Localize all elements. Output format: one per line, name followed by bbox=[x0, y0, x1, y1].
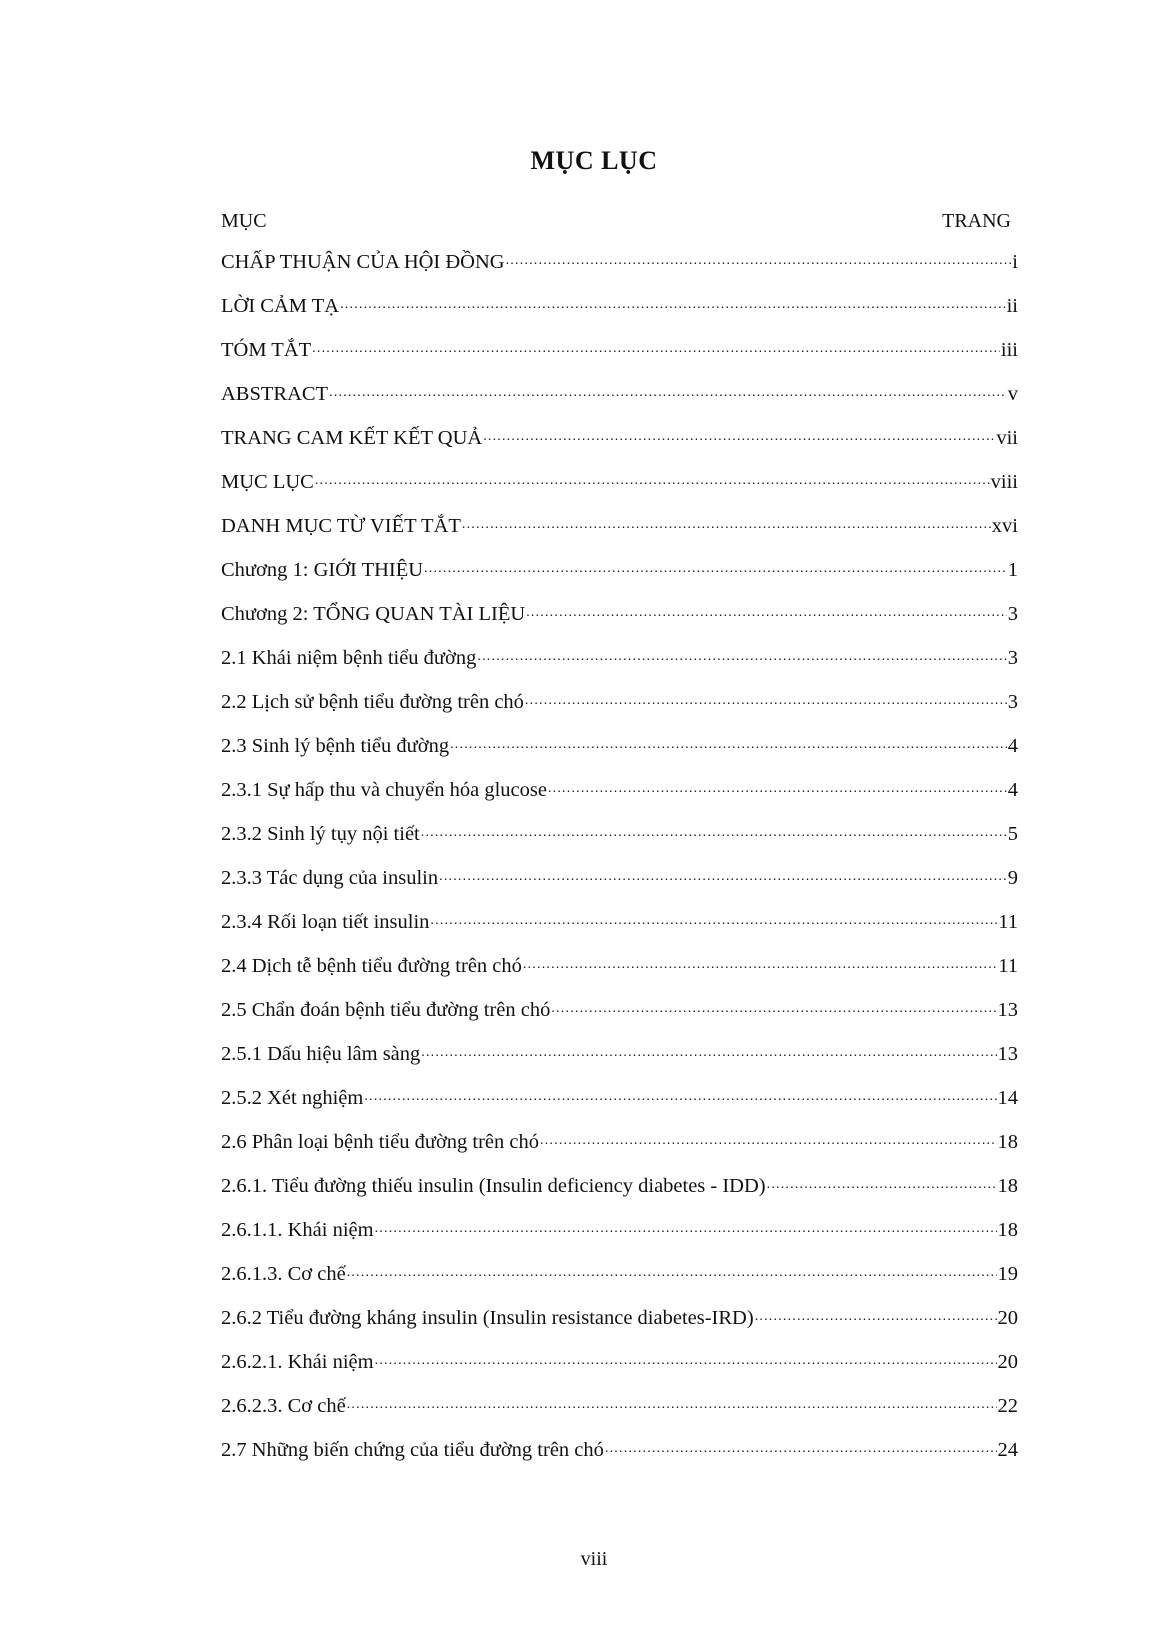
toc-entry-label: Chương 1: GIỚI THIỆU bbox=[221, 559, 424, 581]
toc-dot-leader bbox=[347, 1260, 997, 1280]
toc-entry[interactable] bbox=[221, 864, 1018, 908]
toc-dot-leader bbox=[364, 1084, 996, 1104]
toc-dot-leader bbox=[347, 1392, 997, 1412]
toc-entry-page: 20 bbox=[997, 1307, 1018, 1329]
toc-entry-page: iii bbox=[1000, 339, 1018, 361]
toc-header-section: MỤC bbox=[221, 210, 267, 232]
toc-entry-page: 19 bbox=[997, 1263, 1018, 1285]
toc-entry-page: 11 bbox=[998, 911, 1018, 933]
toc-entry[interactable] bbox=[221, 1172, 1018, 1216]
toc-dot-leader bbox=[526, 600, 1007, 620]
page-title: MỤC LỤC bbox=[530, 146, 658, 175]
toc-entry[interactable] bbox=[221, 1392, 1018, 1436]
toc-entry-label: 2.6 Phân loại bệnh tiểu đường trên chó bbox=[221, 1131, 540, 1153]
toc-dot-leader bbox=[755, 1304, 997, 1324]
toc-entry-page: 22 bbox=[997, 1395, 1018, 1417]
toc-dot-leader bbox=[421, 820, 1007, 840]
toc-entry[interactable] bbox=[221, 248, 1018, 292]
toc-dot-leader bbox=[506, 248, 1012, 268]
toc-entry[interactable] bbox=[221, 952, 1018, 996]
toc-entry-label: LỜI CẢM TẠ bbox=[221, 295, 340, 317]
toc-entry[interactable] bbox=[221, 1304, 1018, 1348]
toc-entry-label: 2.3.3 Tác dụng của insulin bbox=[221, 867, 439, 889]
toc-entry-page: 5 bbox=[1007, 823, 1018, 845]
toc-entry-label: 2.5 Chẩn đoán bệnh tiểu đường trên chó bbox=[221, 999, 551, 1021]
toc-entry-label: 2.6.1.1. Khái niệm bbox=[221, 1219, 374, 1241]
toc-entry-label: 2.6.1.3. Cơ chế bbox=[221, 1263, 346, 1285]
toc-entry-page: 24 bbox=[997, 1439, 1018, 1461]
toc-dot-leader bbox=[329, 380, 1007, 400]
toc-dot-leader bbox=[375, 1348, 997, 1368]
toc-entry-page: 18 bbox=[997, 1131, 1018, 1153]
toc-dot-leader bbox=[483, 424, 995, 444]
toc-entry-label: 2.6.2 Tiểu đường kháng insulin (Insulin resistance diabetes-IRD) bbox=[221, 1307, 754, 1329]
toc-dot-leader bbox=[430, 908, 997, 928]
toc-entry-page: ii bbox=[1006, 295, 1018, 317]
toc-entry[interactable] bbox=[221, 776, 1018, 820]
toc-entry-label: 2.1 Khái niệm bệnh tiểu đường bbox=[221, 647, 477, 669]
toc-entry-label: 2.6.2.1. Khái niệm bbox=[221, 1351, 374, 1373]
toc-entry-label: MỤC LỤC bbox=[221, 471, 314, 493]
page-number: viii bbox=[580, 1548, 608, 1570]
toc-entry-label: 2.5.2 Xét nghiệm bbox=[221, 1087, 364, 1109]
toc-entry-label: 2.7 Những biến chứng của tiểu đường trên chó bbox=[221, 1439, 604, 1461]
toc-entry-label: 2.3 Sinh lý bệnh tiểu đường bbox=[221, 735, 450, 757]
toc-entry-page: 13 bbox=[997, 1043, 1018, 1065]
toc-dot-leader bbox=[767, 1172, 997, 1192]
toc-entry-page: 9 bbox=[1007, 867, 1018, 889]
table-of-contents bbox=[221, 248, 1018, 1480]
toc-entry-label: ABSTRACT bbox=[221, 383, 329, 405]
toc-dot-leader bbox=[340, 292, 1006, 312]
toc-dot-leader bbox=[375, 1216, 997, 1236]
toc-entry[interactable] bbox=[221, 732, 1018, 776]
toc-entry-page: 20 bbox=[997, 1351, 1018, 1373]
toc-entry-page: vii bbox=[996, 427, 1018, 449]
toc-dot-leader bbox=[605, 1436, 997, 1456]
toc-entry-page: 3 bbox=[1007, 603, 1018, 625]
toc-entry[interactable] bbox=[221, 512, 1018, 556]
toc-entry[interactable] bbox=[221, 424, 1018, 468]
toc-entry-label: 2.6.2.3. Cơ chế bbox=[221, 1395, 346, 1417]
toc-header bbox=[221, 210, 1011, 233]
toc-dot-leader bbox=[548, 776, 1007, 796]
toc-entry[interactable] bbox=[221, 1040, 1018, 1084]
toc-dot-leader bbox=[312, 336, 1000, 356]
toc-entry[interactable] bbox=[221, 468, 1018, 512]
toc-dot-leader bbox=[525, 688, 1007, 708]
toc-entry-label: CHẤP THUẬN CỦA HỘI ĐỒNG bbox=[221, 251, 505, 273]
toc-dot-leader bbox=[523, 952, 997, 972]
toc-entry[interactable] bbox=[221, 380, 1018, 424]
toc-entry-label: 2.4 Dịch tễ bệnh tiểu đường trên chó bbox=[221, 955, 522, 977]
toc-entry[interactable] bbox=[221, 336, 1018, 380]
toc-entry-page: 4 bbox=[1007, 735, 1018, 757]
toc-dot-leader bbox=[439, 864, 1007, 884]
toc-entry[interactable] bbox=[221, 1260, 1018, 1304]
toc-dot-leader bbox=[462, 512, 991, 532]
toc-entry[interactable] bbox=[221, 1084, 1018, 1128]
toc-dot-leader bbox=[421, 1040, 996, 1060]
toc-entry[interactable] bbox=[221, 1216, 1018, 1260]
toc-dot-leader bbox=[551, 996, 996, 1016]
toc-entry[interactable] bbox=[221, 908, 1018, 952]
toc-entry-label: 2.2 Lịch sử bệnh tiểu đường trên chó bbox=[221, 691, 524, 713]
toc-header-page: TRANG bbox=[942, 210, 1011, 232]
toc-dot-leader bbox=[315, 468, 990, 488]
toc-entry[interactable] bbox=[221, 1348, 1018, 1392]
toc-entry-page: 13 bbox=[997, 999, 1018, 1021]
toc-entry-page: 1 bbox=[1007, 559, 1018, 581]
toc-entry-page: viii bbox=[990, 471, 1018, 493]
toc-entry-page: 11 bbox=[998, 955, 1018, 977]
toc-entry-page: 3 bbox=[1007, 691, 1018, 713]
toc-entry[interactable] bbox=[221, 688, 1018, 732]
toc-entry-label: 2.3.4 Rối loạn tiết insulin bbox=[221, 911, 430, 933]
toc-entry-page: i bbox=[1012, 251, 1018, 273]
toc-dot-leader bbox=[450, 732, 1007, 752]
toc-entry-label: 2.3.1 Sự hấp thu và chuyển hóa glucose bbox=[221, 779, 547, 801]
toc-entry-page: 4 bbox=[1007, 779, 1018, 801]
toc-entry-label: TRANG CAM KẾT KẾT QUẢ bbox=[221, 427, 483, 449]
toc-entry-label: TÓM TẮT bbox=[221, 339, 312, 361]
toc-dot-leader bbox=[424, 556, 1007, 576]
toc-entry[interactable] bbox=[221, 644, 1018, 688]
toc-entry-label: 2.3.2 Sinh lý tụy nội tiết bbox=[221, 823, 420, 845]
toc-entry-label: DANH MỤC TỪ VIẾT TẮT bbox=[221, 515, 461, 537]
toc-dot-leader bbox=[477, 644, 1006, 664]
toc-entry-page: v bbox=[1007, 383, 1018, 405]
toc-entry-label: 2.5.1 Dấu hiệu lâm sàng bbox=[221, 1043, 421, 1065]
toc-entry[interactable] bbox=[221, 600, 1018, 644]
toc-entry[interactable] bbox=[221, 556, 1018, 600]
toc-entry-label: 2.6.1. Tiểu đường thiếu insulin (Insulin deficiency diabetes - IDD) bbox=[221, 1175, 766, 1197]
toc-entry-page: 3 bbox=[1007, 647, 1018, 669]
toc-dot-leader bbox=[540, 1128, 996, 1148]
toc-entry[interactable] bbox=[221, 996, 1018, 1040]
toc-entry[interactable] bbox=[221, 820, 1018, 864]
toc-entry[interactable] bbox=[221, 1436, 1018, 1480]
toc-entry-label: Chương 2: TỔNG QUAN TÀI LIỆU bbox=[221, 603, 526, 625]
toc-entry-page: 18 bbox=[997, 1175, 1018, 1197]
toc-entry-page: 18 bbox=[997, 1219, 1018, 1241]
toc-entry-page: 14 bbox=[997, 1087, 1018, 1109]
toc-entry[interactable] bbox=[221, 1128, 1018, 1172]
toc-entry-page: xvi bbox=[991, 515, 1018, 537]
toc-entry[interactable] bbox=[221, 292, 1018, 336]
